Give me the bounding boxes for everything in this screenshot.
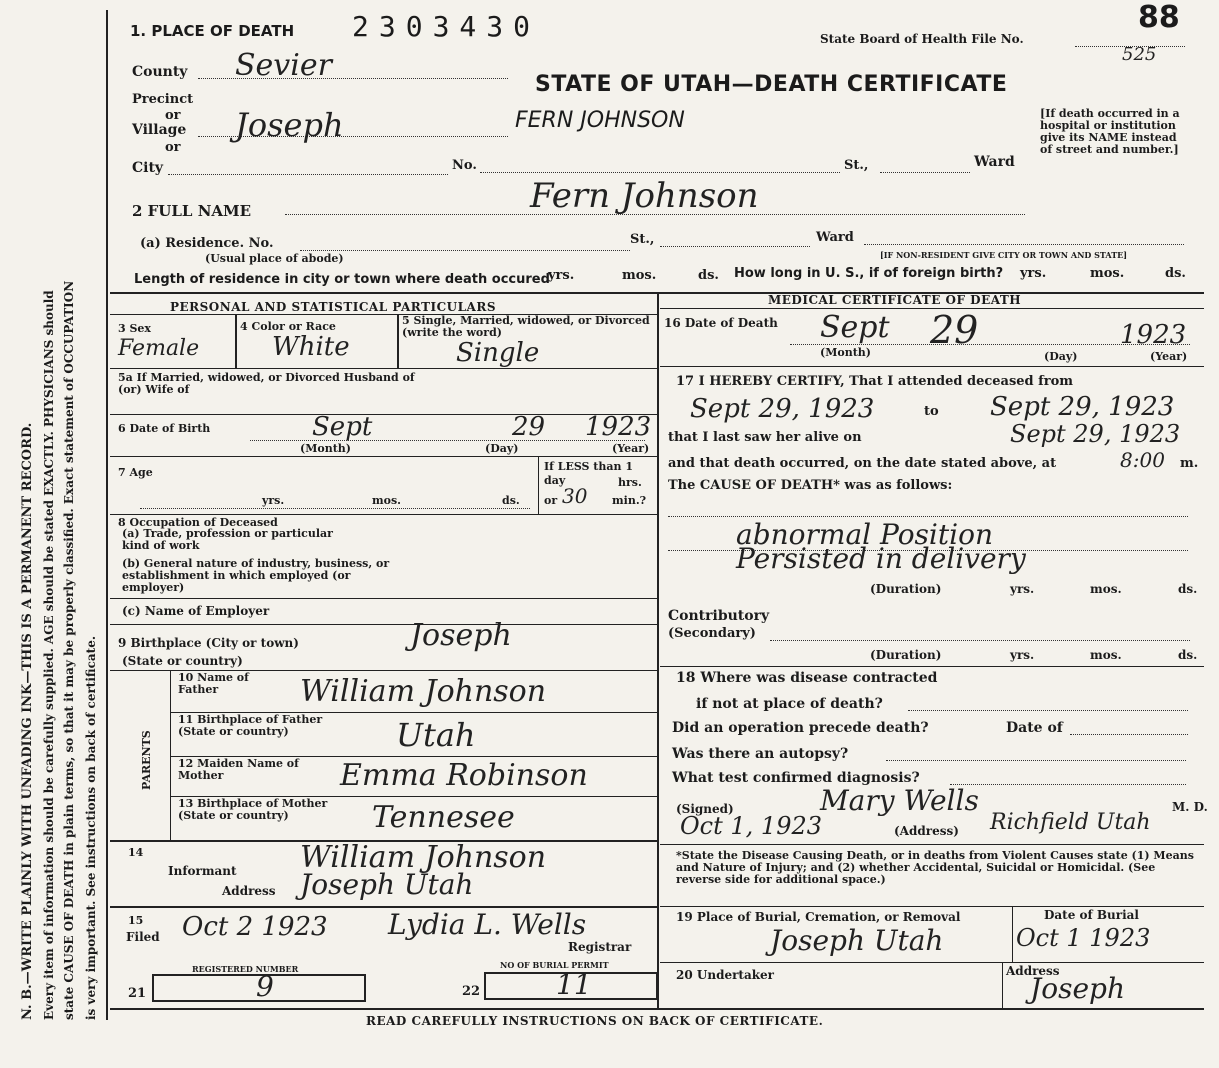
no-label: No. bbox=[452, 158, 477, 173]
page-number: 88 bbox=[1138, 0, 1180, 35]
marital-value: Single bbox=[456, 338, 540, 368]
father-birth-label: 11 Birthplace of Father (State or country) bbox=[178, 713, 323, 738]
reg-number-value: 9 bbox=[256, 970, 274, 1003]
birthplace-value: Joseph bbox=[410, 618, 512, 653]
or-label-1: or bbox=[165, 108, 181, 123]
ward-label: Ward bbox=[974, 154, 1015, 170]
precinct-label: Precinct bbox=[132, 92, 194, 107]
length-yrs: yrs. bbox=[548, 268, 575, 283]
place-of-death-label: 1. PLACE OF DEATH bbox=[130, 22, 295, 40]
duration-label-1: (Duration) bbox=[870, 582, 942, 596]
death-time: 8:00 bbox=[1120, 448, 1165, 472]
foreign-mos: mos. bbox=[1090, 266, 1125, 281]
death-time-suffix: m. bbox=[1180, 456, 1199, 471]
informant-address: Joseph Utah bbox=[300, 868, 474, 901]
usual-abode-label: (Usual place of abode) bbox=[205, 252, 344, 265]
full-name-label: 2 FULL NAME bbox=[132, 202, 252, 220]
cause-line-1: abnormal Position bbox=[736, 518, 993, 551]
birthplace-label: 9 Birthplace (City or town) bbox=[118, 636, 299, 650]
foreign-label: How long in U. S., if of foreign birth? bbox=[734, 266, 1004, 281]
registrar-signature: Lydia L. Wells bbox=[388, 908, 587, 941]
employer-label: (c) Name of Employer bbox=[122, 604, 270, 618]
footer-instructions: READ CAREFULLY INSTRUCTIONS ON BACK OF CERTIFICATE. bbox=[366, 1014, 824, 1028]
date-of-label: Date of bbox=[1006, 720, 1063, 736]
undertaker-label: 20 Undertaker bbox=[676, 968, 775, 982]
registrar-label: Registrar bbox=[568, 940, 632, 954]
cause-label: The CAUSE OF DEATH* was as follows: bbox=[668, 478, 953, 493]
foreign-ds: ds. bbox=[1165, 266, 1186, 281]
autopsy-label: Was there an autopsy? bbox=[672, 746, 849, 762]
undertaker-address-label: Address bbox=[1006, 964, 1060, 978]
section-divider bbox=[110, 292, 1204, 294]
county-label: County bbox=[132, 64, 188, 80]
burial-place-value: Joseph Utah bbox=[770, 924, 944, 957]
age-ds: ds. bbox=[502, 494, 520, 507]
signed-label: (Signed) bbox=[676, 802, 734, 816]
city-label: City bbox=[132, 160, 164, 176]
informant-value: William Johnson bbox=[300, 840, 547, 875]
hrs-label: hrs. bbox=[618, 476, 642, 489]
county-value: Sevier bbox=[235, 48, 332, 83]
color-value: White bbox=[272, 332, 350, 362]
signed-value: Mary Wells bbox=[820, 784, 979, 817]
occupation-b: (b) General nature of industry, business, or establishment in which employed (or employer) bbox=[122, 557, 390, 594]
color-label: 4 Color or Race bbox=[240, 320, 336, 333]
side-note-2: Every item of information should be carefully supplied. AGE should be stated EXACTLY. PHYSICIANS should bbox=[42, 290, 56, 1020]
dob-day: 29 bbox=[512, 412, 546, 442]
left-border bbox=[106, 10, 108, 1020]
min-label: min.? bbox=[612, 494, 647, 507]
age-mos: mos. bbox=[372, 494, 401, 507]
duration-mos-2: mos. bbox=[1090, 648, 1122, 662]
attended-to: Sept 29, 1923 bbox=[990, 392, 1175, 422]
birthplace-state-label: (State or country) bbox=[122, 654, 243, 668]
village-label: Village bbox=[132, 122, 187, 138]
burial-permit-value: 11 bbox=[556, 968, 592, 1001]
dob-month-label: (Month) bbox=[300, 442, 351, 455]
dob-label: 6 Date of Birth bbox=[118, 422, 211, 435]
certificate-title: STATE OF UTAH—DEATH CERTIFICATE bbox=[535, 72, 1008, 97]
cause-line-2: Persisted in delivery bbox=[736, 542, 1026, 575]
mother-birth-value: Tennesee bbox=[372, 800, 515, 835]
death-day: 29 bbox=[930, 308, 979, 352]
where-contracted-label: 18 Where was disease contracted bbox=[676, 670, 938, 686]
side-note-4: is very important. See instructions on back of certificate. bbox=[84, 635, 98, 1020]
death-day-label: (Day) bbox=[1044, 350, 1078, 363]
disease-note: *State the Disease Causing Death, or in deaths from Violent Causes state (1) Means and Nature of Injury; and (2) whether Accidental, Suicidal or Homicidal. (See reverse side for additional space.) bbox=[676, 849, 1194, 886]
less-day-label: If LESS than 1 day bbox=[544, 460, 633, 487]
filed-label: Filed bbox=[126, 930, 160, 944]
burial-date-value: Oct 1 1923 bbox=[1016, 924, 1151, 952]
informant-number: 14 bbox=[128, 846, 144, 859]
min-value: 30 bbox=[562, 484, 588, 508]
certificate-number: 2303430 bbox=[352, 10, 541, 43]
duration-yrs-2: yrs. bbox=[1010, 648, 1035, 662]
filed-number: 15 bbox=[128, 914, 144, 927]
village-value: Joseph bbox=[235, 106, 344, 144]
age-label: 7 Age bbox=[118, 466, 153, 479]
spouse-label: 5a If Married, widowed, or Divorced Husband of (or) Wife of bbox=[118, 371, 415, 396]
death-occurred-label: and that death occurred, on the date stated above, at bbox=[668, 456, 1057, 471]
sex-value: Female bbox=[118, 336, 200, 361]
burial-place-label: 19 Place of Burial, Cremation, or Removal bbox=[676, 910, 961, 924]
md-label: M. D. bbox=[1172, 800, 1208, 814]
residence-ward-label: Ward bbox=[816, 230, 854, 245]
or-label-2: or bbox=[165, 140, 181, 155]
side-note-3: state CAUSE OF DEATH in plain terms, so that it may be properly classified. Exact statement of OCCUPATION bbox=[62, 280, 76, 1020]
filed-value: Oct 2 1923 bbox=[182, 912, 328, 942]
hospital-note: [If death occurred in a hospital or institution give its NAME instead of street and number.] bbox=[1040, 107, 1180, 156]
full-name-value: Fern Johnson bbox=[530, 176, 759, 216]
contributory-label: Contributory bbox=[668, 608, 770, 624]
length-ds: ds. bbox=[698, 268, 719, 283]
attended-from: Sept 29, 1923 bbox=[690, 394, 875, 424]
signed-address: Richfield Utah bbox=[990, 810, 1151, 835]
residence-st-label: St., bbox=[630, 232, 655, 247]
death-year: 1923 bbox=[1120, 320, 1187, 350]
state-file-no-label: State Board of Health File No. bbox=[820, 32, 1024, 46]
reg-number-label: REGISTERED NUMBER bbox=[192, 964, 299, 974]
last-saw-value: Sept 29, 1923 bbox=[1010, 420, 1181, 448]
duration-mos-1: mos. bbox=[1090, 582, 1122, 596]
informant-address-label: Address bbox=[222, 884, 276, 898]
occupation-label: 8 Occupation of Deceased bbox=[118, 516, 278, 529]
reg-number-prefix: 21 bbox=[128, 986, 147, 1001]
signed-date: Oct 1, 1923 bbox=[680, 812, 822, 840]
father-name-label: 10 Name of Father bbox=[178, 671, 249, 696]
occupation-a: (a) Trade, profession or particular kind of work bbox=[122, 527, 333, 552]
sex-label: 3 Sex bbox=[118, 322, 151, 335]
marital-label: 5 Single, Married, widowed, or Divorced (write the word) bbox=[402, 314, 650, 339]
center-divider bbox=[657, 292, 659, 1008]
duration-label-2: (Duration) bbox=[870, 648, 942, 662]
test-label: What test confirmed diagnosis? bbox=[672, 770, 920, 786]
dob-day-label: (Day) bbox=[485, 442, 519, 455]
death-date-label: 16 Date of Death bbox=[664, 316, 778, 330]
burial-permit-label: NO OF BURIAL PERMIT bbox=[500, 960, 609, 970]
death-month-label: (Month) bbox=[820, 346, 871, 359]
parents-label: PARENTS bbox=[140, 730, 153, 790]
duration-ds-2: ds. bbox=[1178, 648, 1198, 662]
bottom-border bbox=[110, 1008, 1204, 1010]
dob-month: Sept bbox=[312, 412, 373, 442]
last-saw-label: that I last saw her alive on bbox=[668, 430, 862, 445]
mother-name-value: Emma Robinson bbox=[340, 758, 588, 793]
dob-year: 1923 bbox=[585, 412, 652, 442]
residence-label: (a) Residence. No. bbox=[140, 236, 274, 251]
min-prefix: or bbox=[544, 494, 558, 507]
undertaker-address: Joseph bbox=[1030, 972, 1125, 1005]
burial-date-label: Date of Burial bbox=[1044, 908, 1139, 922]
mother-birth-label: 13 Birthplace of Mother (State or country) bbox=[178, 797, 328, 822]
dob-year-label: (Year) bbox=[612, 442, 650, 455]
father-birth-value: Utah bbox=[396, 716, 476, 754]
typed-name: FERN JOHNSON bbox=[515, 108, 685, 133]
certify-line-1: 17 I HEREBY CERTIFY, That I attended deceased from bbox=[676, 374, 1074, 389]
st-label: St., bbox=[844, 158, 869, 173]
signed-address-label: (Address) bbox=[894, 824, 959, 838]
duration-ds-1: ds. bbox=[1178, 582, 1198, 596]
side-note-1: N. B.—WRITE PLAINLY WITH UNFADING INK—THIS IS A PERMANENT RECORD. bbox=[20, 422, 35, 1020]
not-place-label: if not at place of death? bbox=[696, 696, 883, 712]
medical-header: MEDICAL CERTIFICATE OF DEATH bbox=[768, 293, 1022, 307]
burial-permit-prefix: 22 bbox=[462, 984, 481, 999]
informant-label: Informant bbox=[168, 864, 237, 878]
state-file-no-value: 525 bbox=[1122, 44, 1157, 65]
father-name-value: William Johnson bbox=[300, 674, 547, 709]
nonresident-note: [IF NON-RESIDENT GIVE CITY OR TOWN AND STATE] bbox=[880, 250, 1128, 260]
personal-header: PERSONAL AND STATISTICAL PARTICULARS bbox=[170, 300, 497, 314]
age-yrs: yrs. bbox=[262, 494, 285, 507]
operation-label: Did an operation precede death? bbox=[672, 720, 929, 736]
duration-yrs-1: yrs. bbox=[1010, 582, 1035, 596]
length-mos: mos. bbox=[622, 268, 657, 283]
length-residence-label: Length of residence in city or town where death occured bbox=[134, 272, 550, 287]
secondary-label: (Secondary) bbox=[668, 626, 756, 641]
to-label: to bbox=[924, 404, 939, 419]
mother-name-label: 12 Maiden Name of Mother bbox=[178, 757, 299, 782]
foreign-yrs: yrs. bbox=[1020, 266, 1047, 281]
death-year-label: (Year) bbox=[1150, 350, 1188, 363]
death-month: Sept bbox=[820, 310, 890, 345]
